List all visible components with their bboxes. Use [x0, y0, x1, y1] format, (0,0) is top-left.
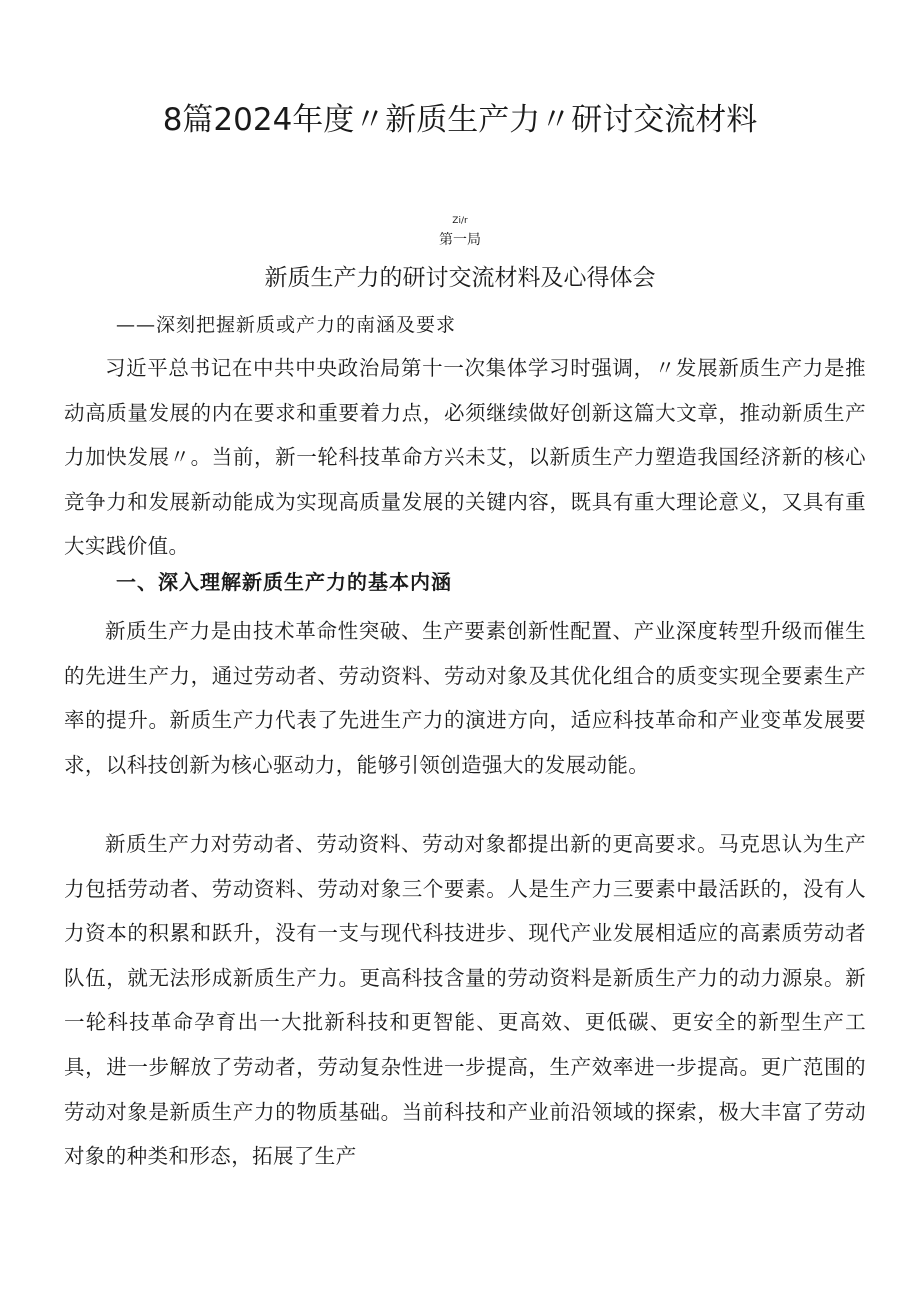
section-heading: 一、深入理解新质生产力的基本内涵	[116, 570, 452, 594]
paragraph-intro: 习近平总书记在中共中央政治局第十一次集体学习时强调，〃发展新质生产力是推动高质量发展的内在要求和重要着力点，必须继续做好创新这篇大文章，推动新质生产力加快发展〃。当前，新一轮科技革命方兴未艾，以新质生产力塑造我国经济新的核心竞争力和发展新动能成为实现高质量发展的关键内容，既具有重大理论意义，又具有重大实践价值。	[64, 356, 866, 559]
document-title: 8篇2024年度〃新质生产力〃研讨交流材料	[162, 102, 758, 138]
part-label: 第一局	[439, 232, 481, 248]
paragraph-requirements: 新质生产力对劳动者、劳动资料、劳动对象都提出新的更高要求。马克思认为生产力包括劳动者、劳动资料、劳动对象三个要素。人是生产力三要素中最活跃的，没有人力资本的积累和跃升，没有一支与现代科技进步、现代产业发展相适应的高素质劳动者队伍，就无法形成新质生产力。更高科技含量的劳动资料是新质生产力的动力源泉。新一轮科技革命孕育出一大批新科技和更智能、更高效、更低碳、更安全的新型生产工具，进一步解放了劳动者，劳动复杂性进一步提高，生产效率进一步提高。更广范围的劳动对象是新质生产力的物质基础。当前科技和产业前沿领域的探索，极大丰富了劳动对象的种类和形态，拓展了生产	[64, 832, 866, 1169]
paragraph-definition: 新质生产力是由技术革命性突破、生产要素创新性配置、产业深度转型升级而催生的先进生产力，通过劳动者、劳动资料、劳动对象及其优化组合的质变实现全要素生产率的提升。新质生产力代表了先进生产力的演进方向，适应科技革命和产业变革发展要求，以科技创新为核心驱动力，能够引领创造强大的发展动能。	[64, 619, 866, 777]
article-title: 新质生产力的研讨交流材料及心得体会	[264, 265, 656, 291]
part-marker-small: Zi/r	[452, 216, 468, 226]
article-subtitle: ——深刻把握新质或产力的南涵及要求	[116, 314, 457, 336]
